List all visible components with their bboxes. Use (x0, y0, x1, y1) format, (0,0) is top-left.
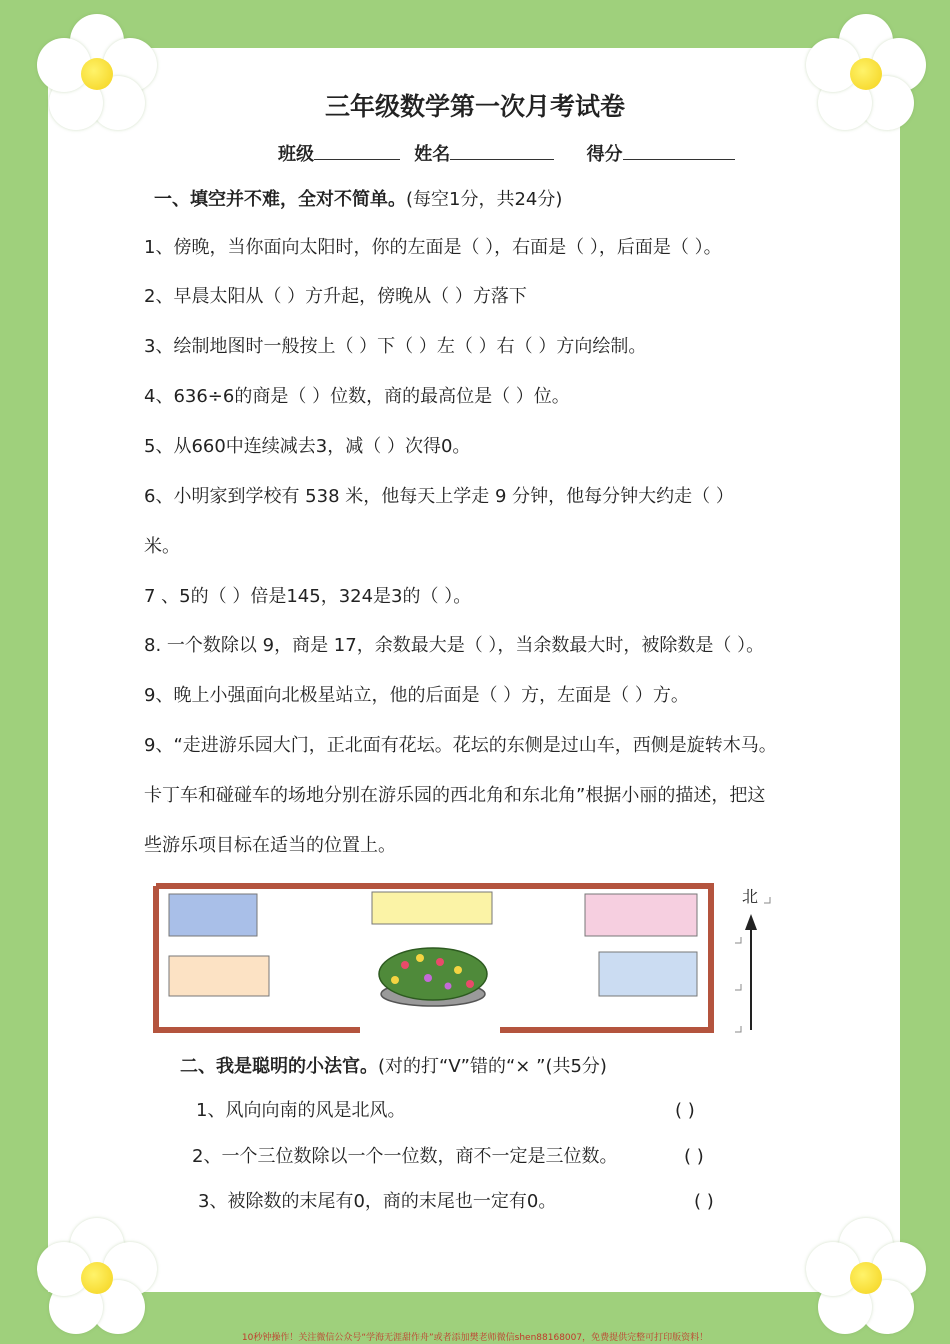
judge-item-1-answer[interactable]: ( ) (675, 1100, 695, 1121)
flower-bottom-left (37, 1218, 157, 1338)
question-10-line1: 9、“走进游乐园大门，正北面有花坛。花坛的东侧是过山车，西侧是旋转木马。 (144, 735, 777, 756)
section2-heading-row (180, 1058, 607, 1076)
judge-item-2: 2、一个三位数除以一个一位数，商不一定是三位数。 (192, 1146, 618, 1167)
name-blank[interactable] (450, 143, 554, 160)
question-6-line1: 6、小明家到学校有 538 米，他每天上学走 9 分钟，他每分钟大约走（ ） (144, 486, 734, 507)
question-10-line2: 卡丁车和碰碰车的场地分别在游乐园的西北角和东北角”根据小丽的描述，把这 (144, 785, 766, 806)
question-5: 5、从660中连续减去3，减（ ）次得0。 (144, 436, 471, 457)
score-blank[interactable] (623, 143, 735, 160)
section1-heading: 一、填空并不难，全对不简单。 (154, 189, 406, 210)
class-label: 班级 (278, 144, 314, 165)
question-3: 3、绘制地图时一般按上（ ）下（ ）左（ ）右（ ）方向绘制。 (144, 336, 647, 357)
judge-item-3-answer[interactable]: ( ) (694, 1191, 714, 1212)
footer-promo-text: 10秒钟操作！关注微信公众号“学海无涯甜作舟”或者添加樊老师微信shen88168007，免费提供完整可打印版资料！ (241, 1333, 709, 1343)
question-8: 8. 一个数除以 9，商是 17，余数最大是（ ），当余数最大时，被除数是（ ）。 (144, 635, 765, 656)
question-4: 4、636÷6的商是（ ）位数，商的最高位是（ ）位。 (144, 386, 570, 407)
section2-note: (对的打“V”错的“× ”(共5分) (378, 1056, 607, 1077)
north-label: 北 (742, 887, 759, 906)
section1-heading-row (154, 191, 562, 209)
question-1: 1、傍晚，当你面向太阳时，你的左面是（ ），右面是（ ），后面是（ ）。 (144, 237, 722, 258)
judge-item-3: 3、被除数的末尾有0，商的末尾也一定有0。 (198, 1191, 557, 1212)
judge-item-1: 1、风向向南的风是北风。 (196, 1100, 406, 1121)
paper-sheet (48, 48, 900, 1292)
student-info-row (278, 143, 735, 164)
section1-note: (每空1分，共24分) (406, 189, 563, 210)
question-9: 9、晚上小强面向北极星站立，他的后面是（ ）方，左面是（ ）方。 (144, 685, 689, 706)
judge-item-2-answer[interactable]: ( ) (684, 1146, 704, 1167)
question-6-line2: 米。 (144, 536, 180, 557)
name-label: 姓名 (414, 144, 451, 165)
class-blank[interactable] (314, 143, 400, 160)
page-title: 三年级数学第一次月考试卷 (324, 92, 625, 121)
flower-bottom-right (806, 1218, 926, 1338)
question-2: 2、早晨太阳从（ ）方升起，傍晚从（ ）方落下 (144, 286, 527, 307)
score-label: 得分 (586, 144, 623, 165)
question-7: 7 、5的（ ）倍是145，324是3的（ ）。 (144, 586, 472, 607)
section2-heading: 二、我是聪明的小法官。 (180, 1056, 378, 1077)
question-10-line3: 些游乐项目标在适当的位置上。 (144, 835, 396, 856)
